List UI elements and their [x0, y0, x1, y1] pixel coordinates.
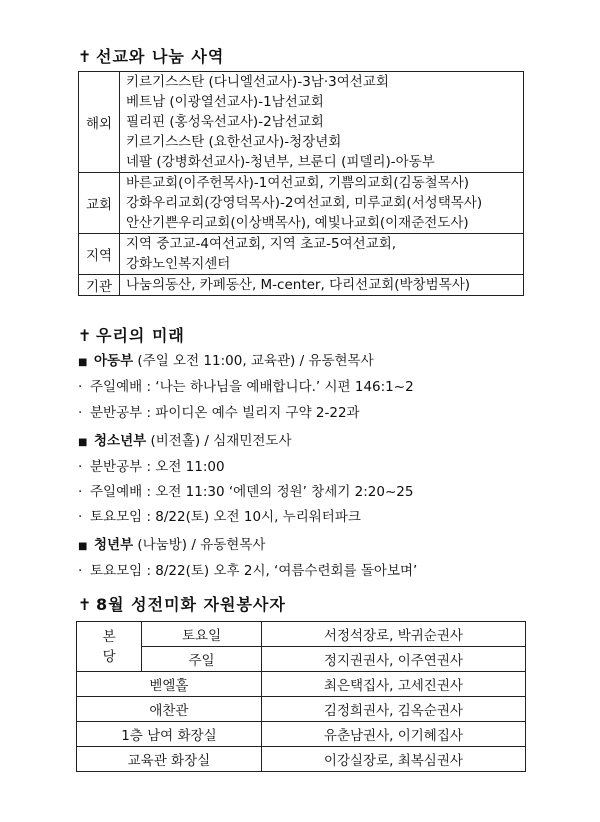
cross-icon: ✝	[78, 326, 93, 345]
row-content-region: 지역 중고교-4여선교회, 지역 초교-5여선교회, 강화노인복지센터	[120, 234, 524, 275]
row-content-institution: 나눔의동산, 카페동산, M-center, 다리선교회(박창범목사)	[120, 275, 524, 296]
row-label-overseas: 해외	[79, 72, 120, 173]
row-content-overseas: 키르기스스탄 (다니엘선교사)-3남·3여선교회 베트남 (이광열선교사)-1남선교회 필리핀 (홍성욱선교사)-2남선교회 키르기스스탄 (요한선교사)-청장년회 네팔 (강병화선교사)-청년부, 브룬디 (피델리)-아동부	[120, 72, 524, 173]
names-cell: 서정석장로, 박귀순권사	[261, 622, 525, 647]
table-row	[79, 234, 524, 275]
square-bullet-icon: ■	[78, 357, 88, 368]
names-cell: 최은택집사, 고세진권사	[261, 672, 525, 697]
list-item: · 분반공부 : 파이디온 예수 빌리지 구약 2-22과	[78, 405, 360, 421]
cross-icon: ✝	[78, 595, 93, 614]
cross-icon: ✝	[78, 47, 93, 66]
mission-table	[78, 71, 524, 296]
table-row	[77, 747, 526, 772]
future-section-title: ✝ 우리의 미래	[78, 326, 185, 345]
place-cell: 벧엘홀	[77, 672, 262, 697]
place-cell: 교육관 화장실	[77, 747, 262, 772]
middle-dot: ·	[78, 405, 83, 421]
row-content-church: 바른교회(이주헌목사)-1여선교회, 기쁨의교회(김동철목사) 강화우리교회(강영덕목사)-2여선교회, 미루교회(서성택목사) 안산기쁜우리교회(이상백목사), 예빛나교회(이재준전도사)	[120, 173, 524, 234]
young-adult-dept-heading: ■ 청년부 (나눔방) / 유동현목사	[78, 537, 266, 553]
middle-dot: ·	[78, 379, 83, 395]
table-row	[79, 173, 524, 234]
list-item: · 주일예배 : ‘나는 하나님을 예배합니다.’ 시편 146:1~2	[78, 379, 414, 395]
table-row	[77, 672, 526, 697]
table-row	[79, 275, 524, 296]
table-row	[77, 647, 526, 672]
children-dept-heading: ■ 아동부 (주일 오전 11:00, 교육관) / 유동현목사	[78, 353, 374, 369]
list-item: · 분반공부 : 오전 11:00	[78, 459, 225, 475]
volunteers-table	[76, 621, 526, 772]
volunteers-section-title: ✝ 8월 성전미화 자원봉사자	[78, 595, 286, 614]
row-label-region: 지역	[79, 234, 120, 275]
list-item: · 토요모임 : 8/22(토) 오전 10시, 누리워터파크	[78, 509, 361, 525]
mission-section-title: ✝ 선교와 나눔 사역	[78, 47, 225, 66]
names-cell: 이강실장로, 최복심권사	[261, 747, 525, 772]
sanctuary-label: 본당	[77, 622, 142, 672]
middle-dot: ·	[78, 459, 83, 475]
place-cell: 애찬관	[77, 697, 262, 722]
place-cell: 토요일	[142, 622, 262, 647]
middle-dot: ·	[78, 563, 83, 579]
middle-dot: ·	[78, 509, 83, 525]
table-row	[77, 722, 526, 747]
middle-dot: ·	[78, 484, 83, 500]
table-row	[77, 697, 526, 722]
row-label-institution: 기관	[79, 275, 120, 296]
row-label-church: 교회	[79, 173, 120, 234]
square-bullet-icon: ■	[78, 437, 88, 448]
names-cell: 정지권권사, 이주연권사	[261, 647, 525, 672]
list-item: · 주일예배 : 오전 11:30 ‘에덴의 정원’ 창세기 2:20~25	[78, 484, 414, 500]
square-bullet-icon: ■	[78, 541, 88, 552]
place-cell: 1층 남여 화장실	[77, 722, 262, 747]
table-row	[79, 72, 524, 173]
youth-dept-heading: ■ 청소년부 (비전홀) / 심재민전도사	[78, 433, 292, 449]
names-cell: 유춘남권사, 이기혜집사	[261, 722, 525, 747]
names-cell: 김정희권사, 김옥순권사	[261, 697, 525, 722]
list-item: · 토요모임 : 8/22(토) 오후 2시, ‘여름수련회를 돌아보며’	[78, 563, 418, 579]
table-row	[77, 622, 526, 647]
place-cell: 주일	[142, 647, 262, 672]
